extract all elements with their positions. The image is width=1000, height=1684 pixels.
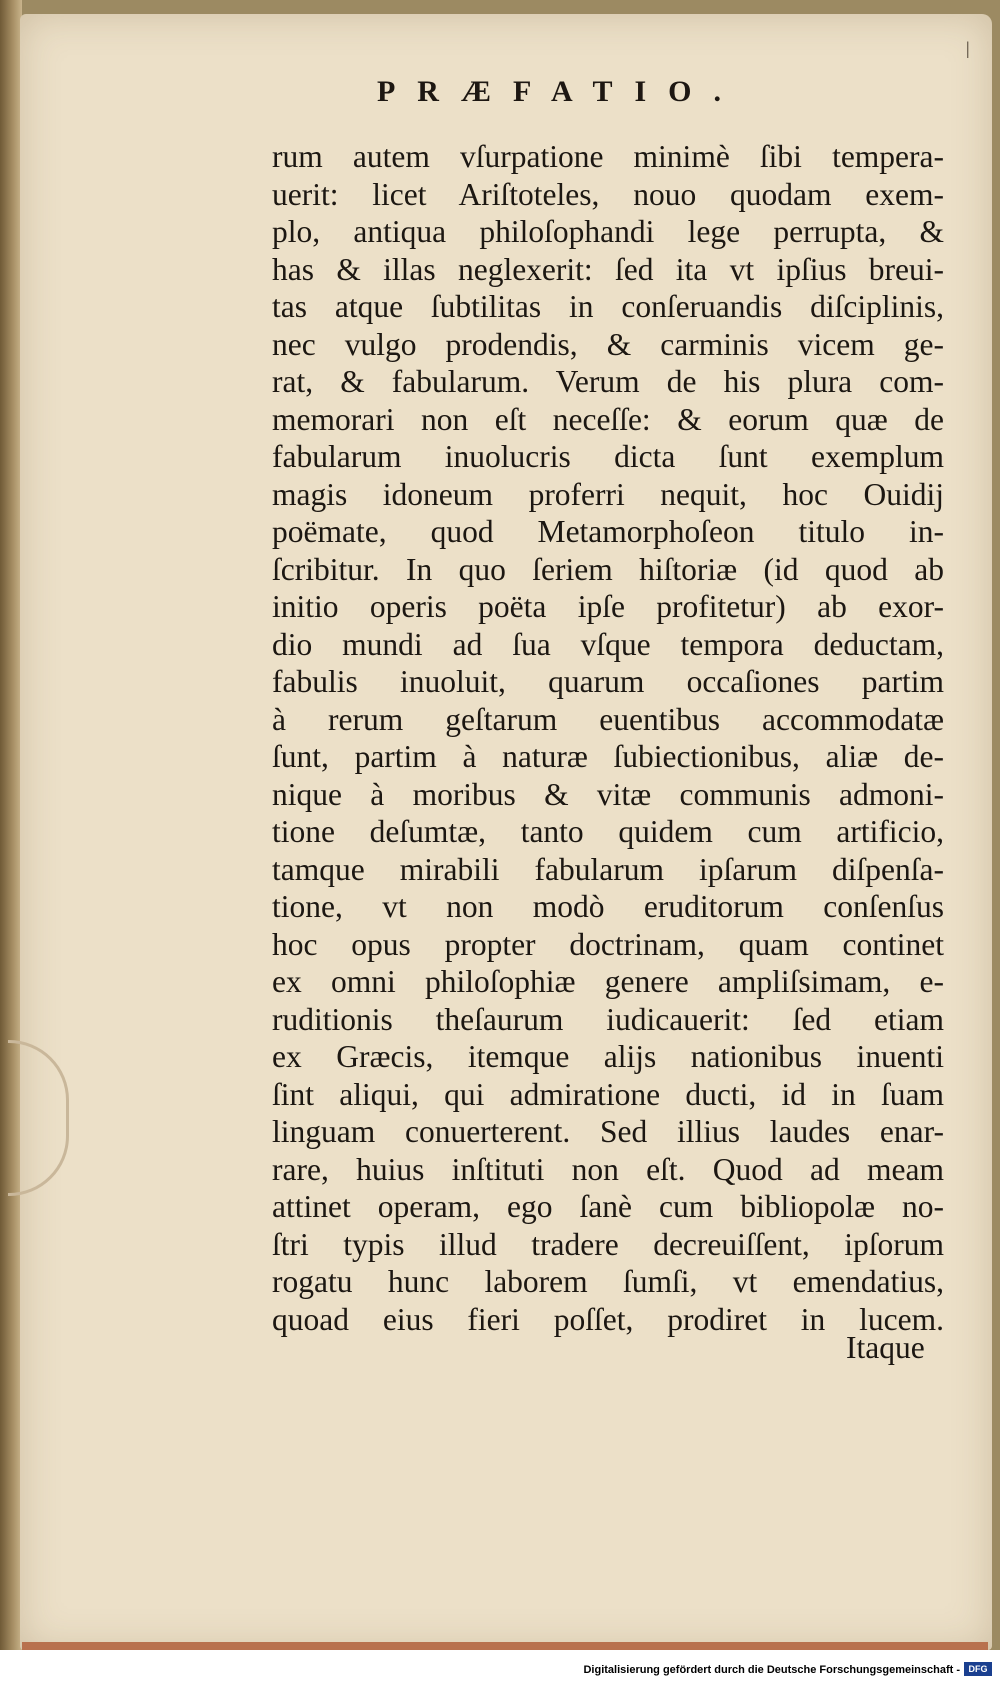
text-line: poëmate, quod Metamorphoſeon titulo in- xyxy=(272,514,944,549)
running-head: PRÆFATIO. xyxy=(376,75,744,108)
book-spine xyxy=(0,0,22,1650)
text-line: rare, huius inſtituti non eſt. Quod ad meam xyxy=(272,1151,944,1187)
text-line: ſint aliqui, qui admiratione ducti, id in ſuam xyxy=(272,1076,944,1112)
text-line: tione, vt non modò eruditorum conſenſus xyxy=(272,889,944,924)
text-line: tamque mirabili fabularum ipſarum diſpenſa- xyxy=(272,851,944,887)
text-line: dio mundi ad ſua vſque tempora deductam, xyxy=(272,626,944,662)
footer-credit: Digitalisierung gefördert durch die Deutsche Forschungsgemeinschaft - xyxy=(583,1664,960,1676)
text-line: quoad eius fieri poſſet, prodiret in lucem. xyxy=(272,1301,944,1337)
text-line: ex omni philoſophiæ genere ampliſsimam, e- xyxy=(272,964,944,999)
text-line: rum autem vſurpatione minimè ſibi tempera- xyxy=(272,139,944,174)
text-line: plo, antiqua philoſophandi lege perrupta, & xyxy=(272,214,944,249)
text-line: attinet operam, ego ſanè cum bibliopolæ no- xyxy=(272,1189,944,1224)
body-text xyxy=(272,138,944,1338)
text-line: ex Græcis, itemque alijs nationibus inuenti xyxy=(272,1039,944,1074)
text-line: fabularum inuolucris dicta ſunt exemplum xyxy=(272,439,944,474)
text-line: hoc opus propter doctrinam, quam continet xyxy=(272,926,944,962)
footer-bar xyxy=(0,1655,1000,1684)
text-line: magis idoneum proferri nequit, hoc Ouidij xyxy=(272,476,944,512)
page-edge xyxy=(22,1642,988,1650)
text-line: ſunt, partim à naturæ ſubiectionibus, aliæ de- xyxy=(272,739,944,774)
text-line: ruditionis theſaurum iudicauerit: ſed etiam xyxy=(272,1001,944,1037)
text-line: ſcribitur. In quo ſeriem hiſtoriæ (id quod ab xyxy=(272,551,944,587)
text-line: tas atque ſubtilitas in conſeruandis diſciplinis, xyxy=(272,289,944,324)
text-line: nec vulgo prodendis, & carminis vicem ge- xyxy=(272,326,944,362)
text-line: uerit: licet Ariſtoteles, nouo quodam exem- xyxy=(272,176,944,212)
text-line: initio operis poëta ipſe profitetur) ab exor- xyxy=(272,589,944,624)
text-line: has & illas neglexerit: ſed ita vt ipſius breui- xyxy=(272,251,944,287)
text-line: tione deſumtæ, tanto quidem cum artificio, xyxy=(272,814,944,849)
dfg-logo: DFG xyxy=(964,1662,992,1676)
text-line: fabulis inuoluit, quarum occaſiones partim xyxy=(272,664,944,699)
text-line: à rerum geſtarum euentibus accommodatæ xyxy=(272,701,944,737)
text-line: rat, & fabularum. Verum de his plura com- xyxy=(272,364,944,399)
text-line: nique à moribus & vitæ communis admoni- xyxy=(272,776,944,812)
text-line: rogatu hunc laborem ſumſi, vt emendatius, xyxy=(272,1264,944,1299)
text-line: ſtri typis illud tradere decreuiſſent, ipſorum xyxy=(272,1226,944,1262)
text-line: linguam conuerterent. Sed illius laudes enar- xyxy=(272,1114,944,1149)
catchword: Itaque xyxy=(846,1330,925,1365)
page-mark: | xyxy=(966,38,970,58)
text-line: memorari non eſt neceſſe: & eorum quæ de xyxy=(272,401,944,437)
